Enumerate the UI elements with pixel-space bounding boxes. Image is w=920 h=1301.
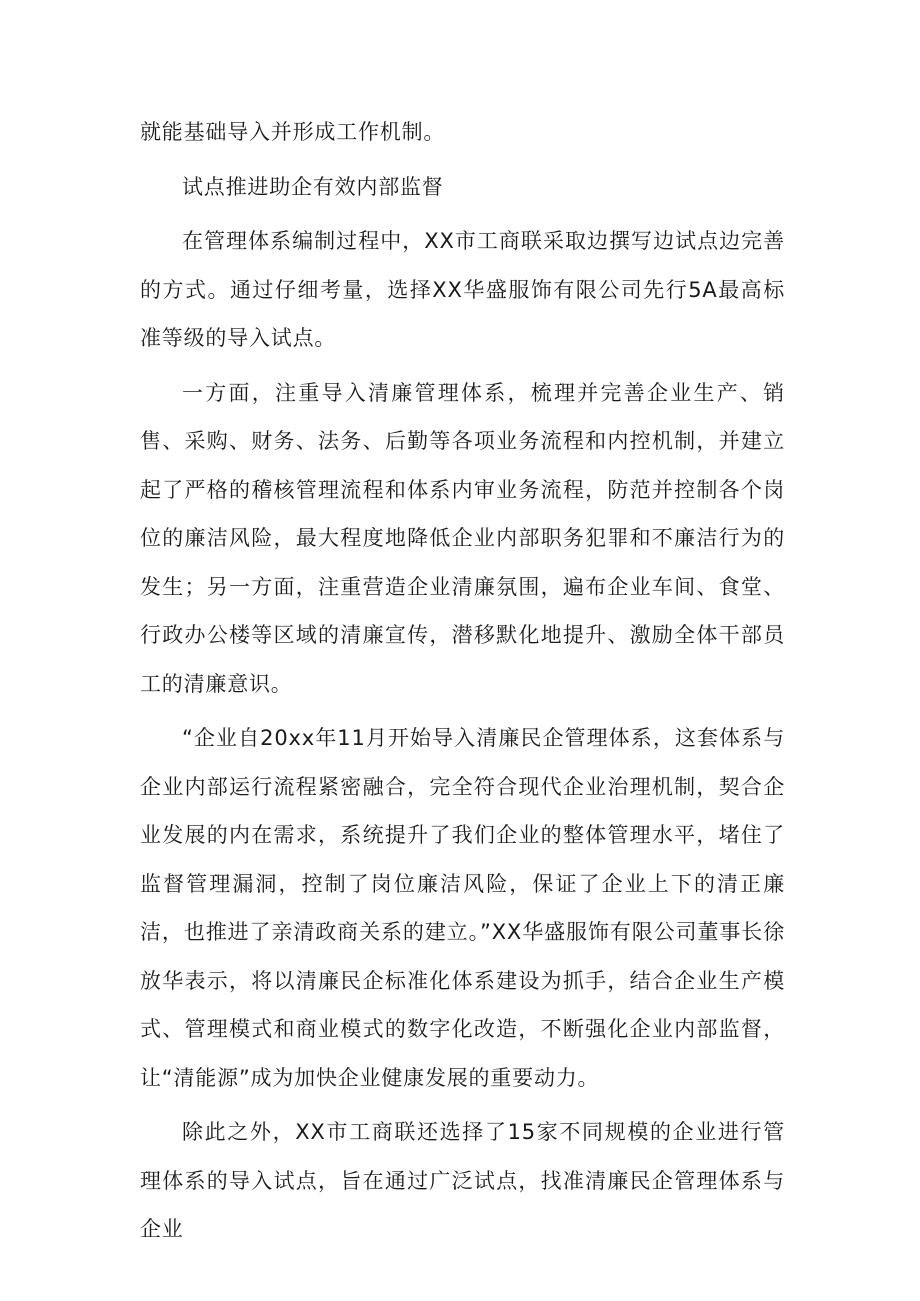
paragraph-additional-pilots: 除此之外，XX市工商联还选择了15家不同规模的企业进行管理体系的导入试点，旨在通过广泛试点，找准清廉民企管理体系与企业: [140, 1120, 785, 1241]
paragraph-management-system: 一方面，注重导入清廉管理体系，梳理并完善企业生产、销售、采购、财务、法务、后勤等各项业务流程和内控机制，并建立起了严格的稽核管理流程和体系内审业务流程，防范并控制各个岗位的廉洁风险，最大程度地降低企业内部职务犯罪和不廉洁行为的发生；另一方面，注重营造企业清廉氛围，遍布企业车间、食堂、行政办公楼等区域的清廉宣传，潜移默化地提升、激励全体干部员工的清廉意识。: [140, 380, 785, 696]
document-body: [140, 108, 785, 1254]
paragraph-chairman-quote: “企业自20xx年11月开始导入清廉民企管理体系，这套体系与企业内部运行流程紧密融合，完全符合现代企业治理机制，契合企业发展的内在需求，系统提升了我们企业的整体管理水平，堵住了监督管理漏洞，控制了岗位廉洁风险，保证了企业上下的清正廉洁，也推进了亲清政商关系的建立。”XX华盛服饰有限公司董事长徐放华表示，将以清廉民企标准化体系建设为抓手，结合企业生产模式、管理模式和商业模式的数字化改造，不断强化企业内部监督，让“清能源”成为加快企业健康发展的重要动力。: [140, 726, 785, 1090]
section-heading: 试点推进助企有效内部监督: [182, 174, 444, 199]
paragraph-pilot-method: 在管理体系编制过程中，XX市工商联采取边撰写边试点边完善的方式。通过仔细考量，选择XX华盛服饰有限公司先行5A最高标准等级的导入试点。: [140, 229, 785, 350]
paragraph-continuation: 就能基础导入并形成工作机制。: [140, 120, 446, 144]
